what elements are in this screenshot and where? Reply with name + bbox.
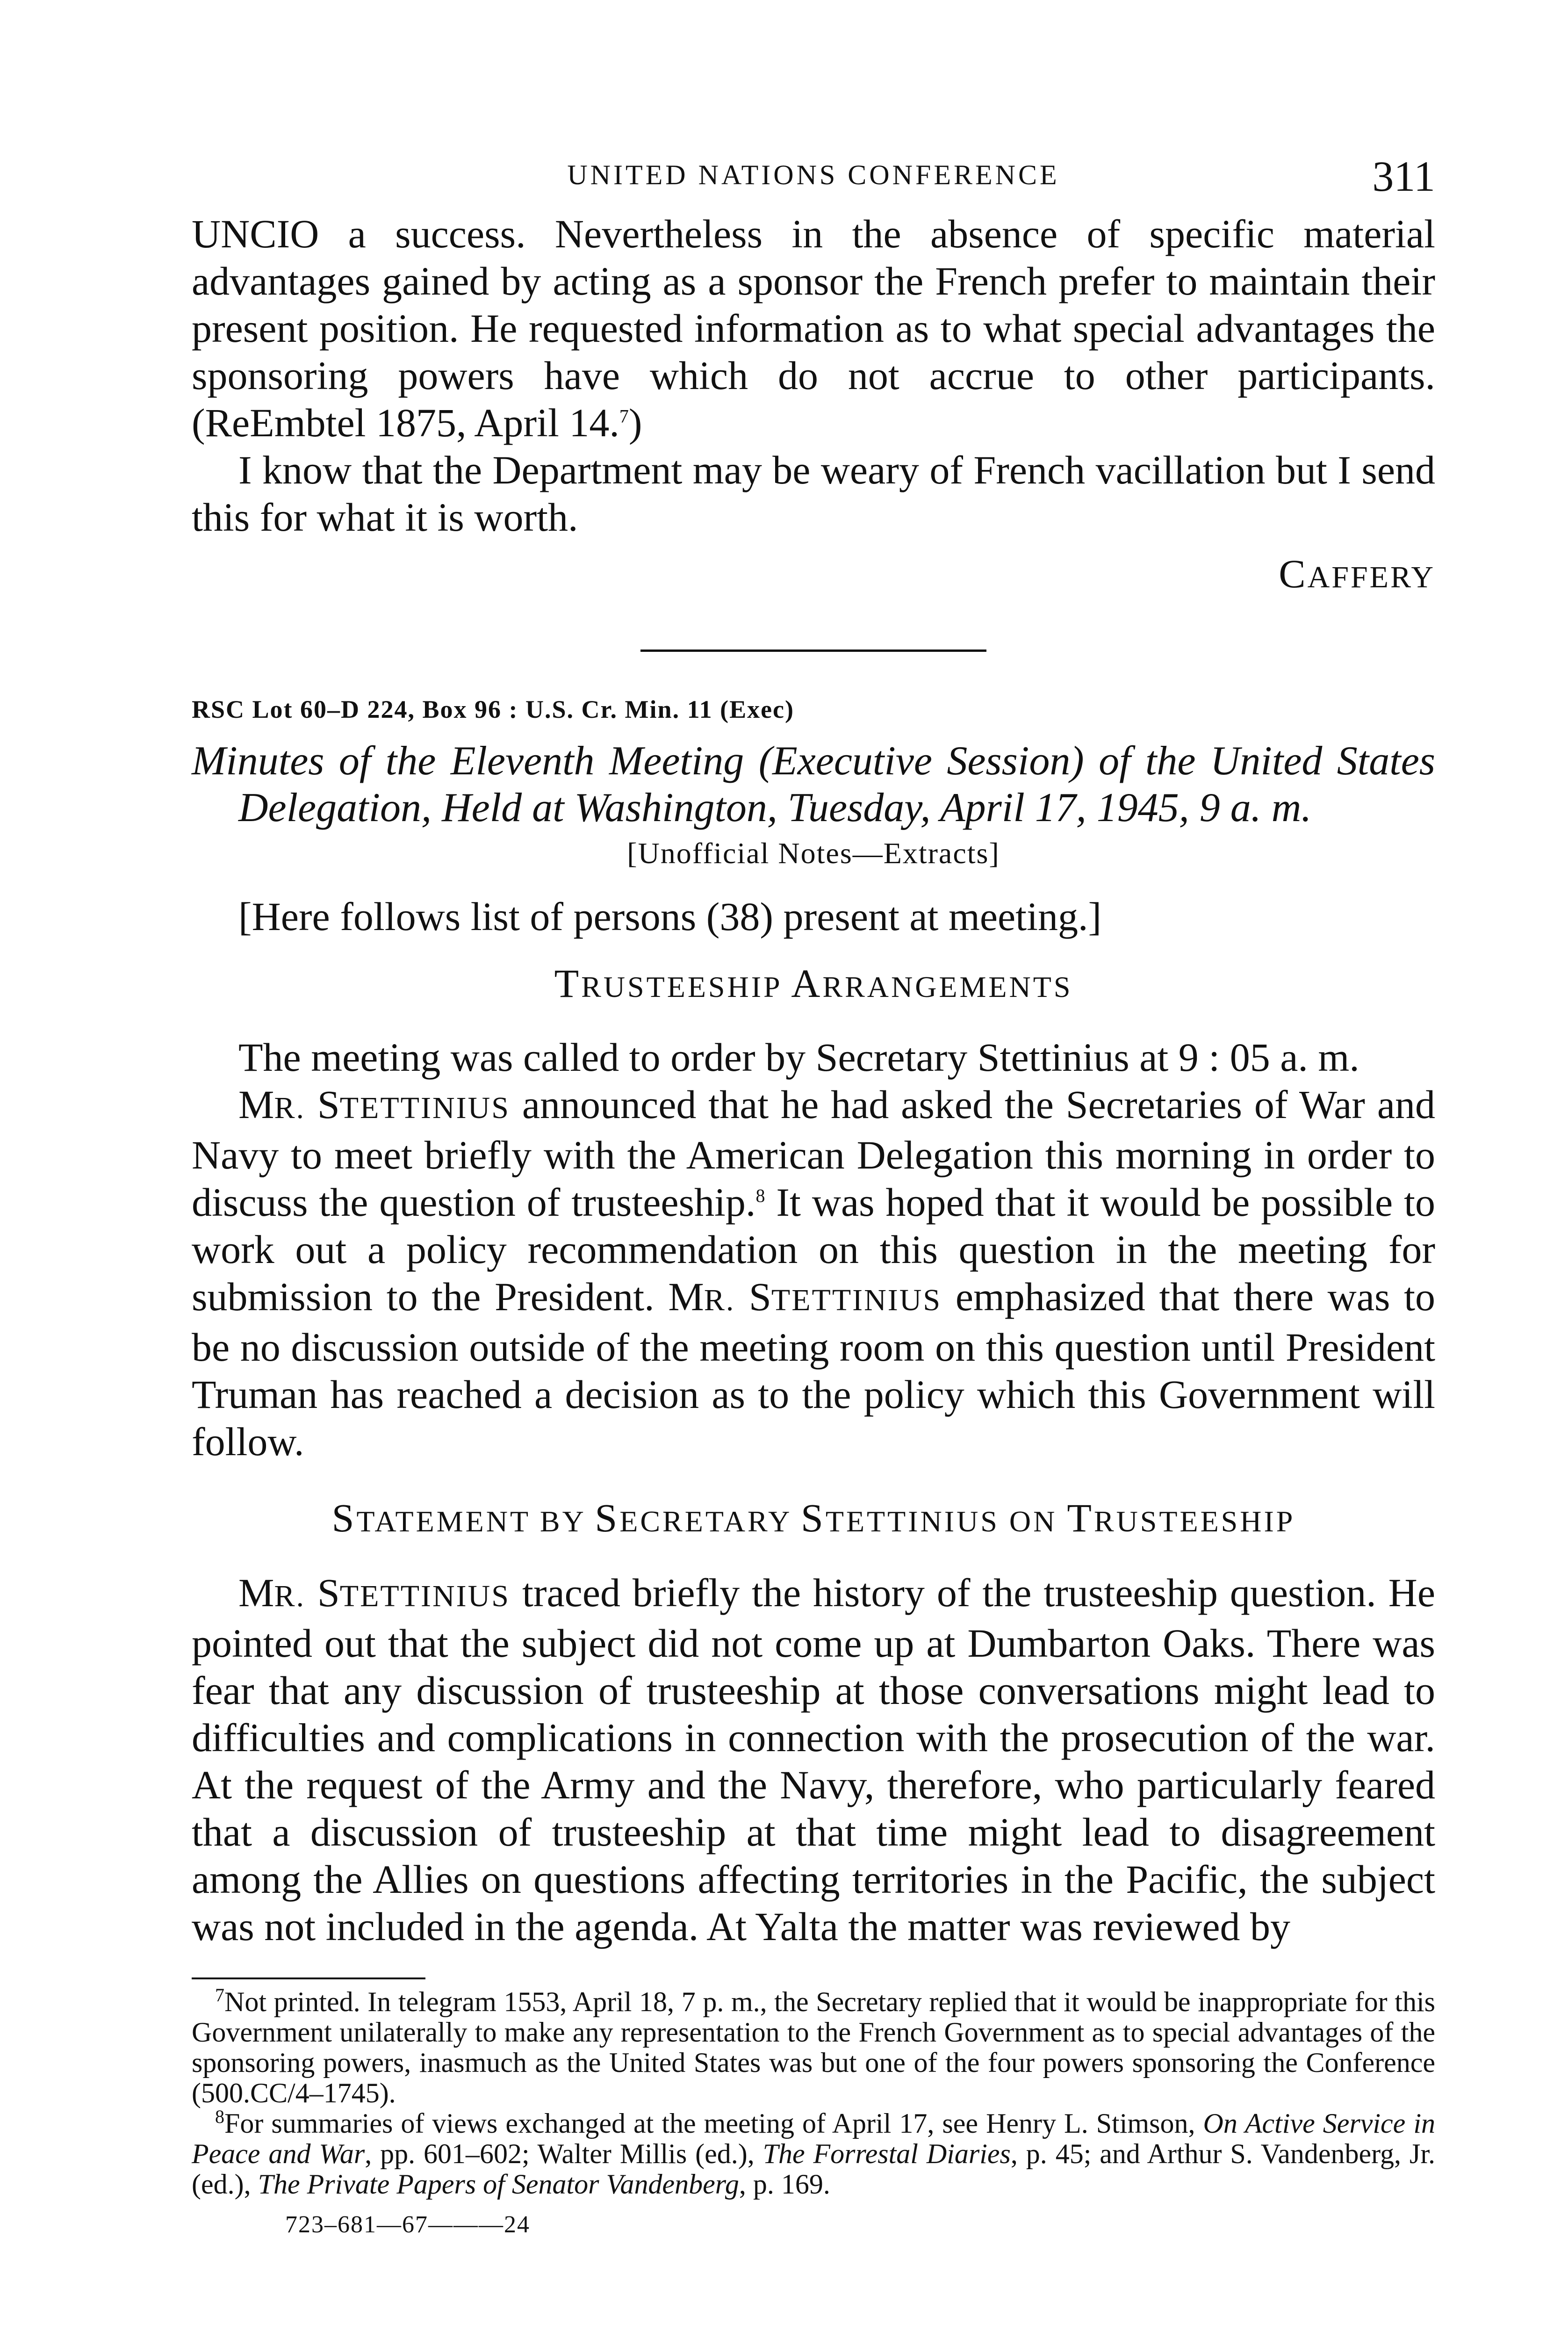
name-cap: M [238, 1082, 274, 1127]
footnote-7 [192, 1984, 1435, 2108]
footnote-text: Not printed. In telegram 1553, April 18, 7 p. m., the Secretary replied that it would be inappropriate for this Government unilaterally to make any representation to the French Government as to special advantages of the sponsoring powers, inasmuch as the United States was but one of the four powers sponsoring the Conference (500.CC/4–1745). [192, 1986, 1435, 2108]
paragraph-stettinius-announcement [192, 1081, 1435, 1465]
notes-label: [Unofficial Notes—Extracts] [627, 837, 1000, 870]
footnote-title-italic: The Forrestal Diaries [762, 2138, 1011, 2169]
running-title: UNITED NATIONS CONFERENCE [567, 159, 1060, 190]
heading-cap: S [595, 1495, 620, 1540]
footnote-title-italic: The Private Papers of Senator Vandenberg [258, 2169, 739, 2200]
signature-initial: C [1279, 551, 1308, 596]
heading-cap: S [331, 1495, 357, 1540]
page-number: 311 [1372, 152, 1435, 200]
footnote-text: , pp. 601–602; Walter Millis (ed.), [365, 2138, 763, 2169]
signature-rest: AFFERY [1307, 560, 1435, 594]
heading-rest: RUSTEESHIP [1093, 1505, 1295, 1538]
heading-cap: A [791, 961, 823, 1006]
continuation-text: UNCIO a success. Nevertheless in the absence of specific material advantages gained by acting as a sponsor the French prefer to maintain their present position. He requested information as to what special advantages the sponsoring powers have which do not accrue to other participants. (ReEmbtel 1875, April 14. [192, 211, 1435, 445]
paragraph-call-to-order: The meeting was called to order by Secretary Stettinius at 9 : 05 a. m. [238, 1035, 1359, 1080]
name-sc: R. [274, 1091, 305, 1125]
continuation-paragraph-2: I know that the Department may be weary of French vacillation but I send this for what it is worth. [192, 447, 1435, 540]
heading-rest: TETTINIUS [825, 1505, 1000, 1538]
heading-word: BY [539, 1505, 585, 1538]
paragraph-text: emphasized that there was to be no discussion outside of the meeting room on this question until President Truman has reached a decision as to the policy which this Government will follow. [192, 1274, 1435, 1464]
section-divider [640, 649, 986, 652]
name-sc: R. [704, 1283, 735, 1317]
paragraph-text: traced briefly the history of the trusteeship question. He pointed out that the subject did not come up at Dumbarton Oaks. There was fear that any discussion of trusteeship at those conversations might lead to difficulties and complications in connection with the prosecution of the war. At the request of the Army and the Navy, therefore, who particularly feared that a discussion of trusteeship at that time might lead to disagreement among the Allies on questions affecting territories in the Pacific, the subject was not included in the agenda. At Yalta the matter was reviewed by [192, 1570, 1435, 1949]
heading-cap: T [554, 961, 582, 1006]
footnote-ref-8: 8 [755, 1185, 765, 1206]
footnote-8 [192, 2108, 1435, 2200]
name-cap: M [668, 1274, 704, 1319]
name-cap: S [749, 1274, 771, 1319]
attendance-note: [Here follows list of persons (38) present at meeting.] [238, 894, 1102, 939]
paragraph-text: It was hoped that it would be possible to work out a policy recommendation on this question in the meeting for submission to the President. [192, 1180, 1435, 1319]
heading-word: ON [1009, 1505, 1057, 1538]
footnote-ref-7: 7 [619, 405, 629, 427]
footnote-text: For summaries of views exchanged at the meeting of April 17, see Henry L. Stimson, [224, 2108, 1203, 2139]
footnote-title-italic: On Active Service in Peace and War [192, 2108, 1435, 2169]
footnote-text: , p. 169. [739, 2169, 830, 2200]
heading-rest: TATEMENT [356, 1505, 530, 1538]
running-header [192, 154, 1435, 210]
heading-rest: RRANGEMENTS [822, 970, 1073, 1003]
name-cap: M [238, 1570, 274, 1615]
continuation-paragraph [192, 210, 1435, 447]
continuation-close: ) [628, 400, 642, 445]
name-cap: S [317, 1570, 340, 1615]
paragraph-text: announced that he had asked the Secretaries of War and Navy to meet briefly with the American Delegation this morning in order to discuss the question of trusteeship. [192, 1082, 1435, 1225]
footnote-divider [192, 1977, 425, 1979]
archive-source: RSC Lot 60–D 224, Box 96 : U.S. Cr. Min. 11 (Exec) [192, 695, 795, 723]
name-cap: S [317, 1082, 340, 1127]
heading-cap: T [1067, 1495, 1094, 1540]
document-title: Minutes of the Eleventh Meeting (Executive Session) of the United States Delegation, Held at Washington, Tuesday, April 17, 1945, 9 a. m. [192, 738, 1435, 830]
paragraph-trusteeship-history [192, 1569, 1435, 1950]
name-sc: TETTINIUS [771, 1283, 942, 1317]
heading-cap: S [801, 1495, 826, 1540]
footnote-mark: 8 [215, 2106, 224, 2127]
footnote-mark: 7 [215, 1984, 224, 2006]
section-heading-trusteeship-arrangements [192, 960, 1435, 1007]
heading-rest: ECRETARY [619, 1505, 791, 1538]
footnote-text: , p. 45; and Arthur S. Vandenberg, Jr. (ed.), [192, 2138, 1435, 2200]
section-heading-statement-by-stettinius [192, 1494, 1435, 1541]
heading-rest: RUSTEESHIP [581, 970, 782, 1003]
print-code: 723–681—67———24 [285, 2211, 530, 2238]
document-page [192, 154, 1435, 2238]
name-sc: R. [274, 1579, 305, 1613]
name-sc: TETTINIUS [339, 1091, 510, 1125]
signature [192, 550, 1435, 597]
name-sc: TETTINIUS [339, 1579, 511, 1613]
